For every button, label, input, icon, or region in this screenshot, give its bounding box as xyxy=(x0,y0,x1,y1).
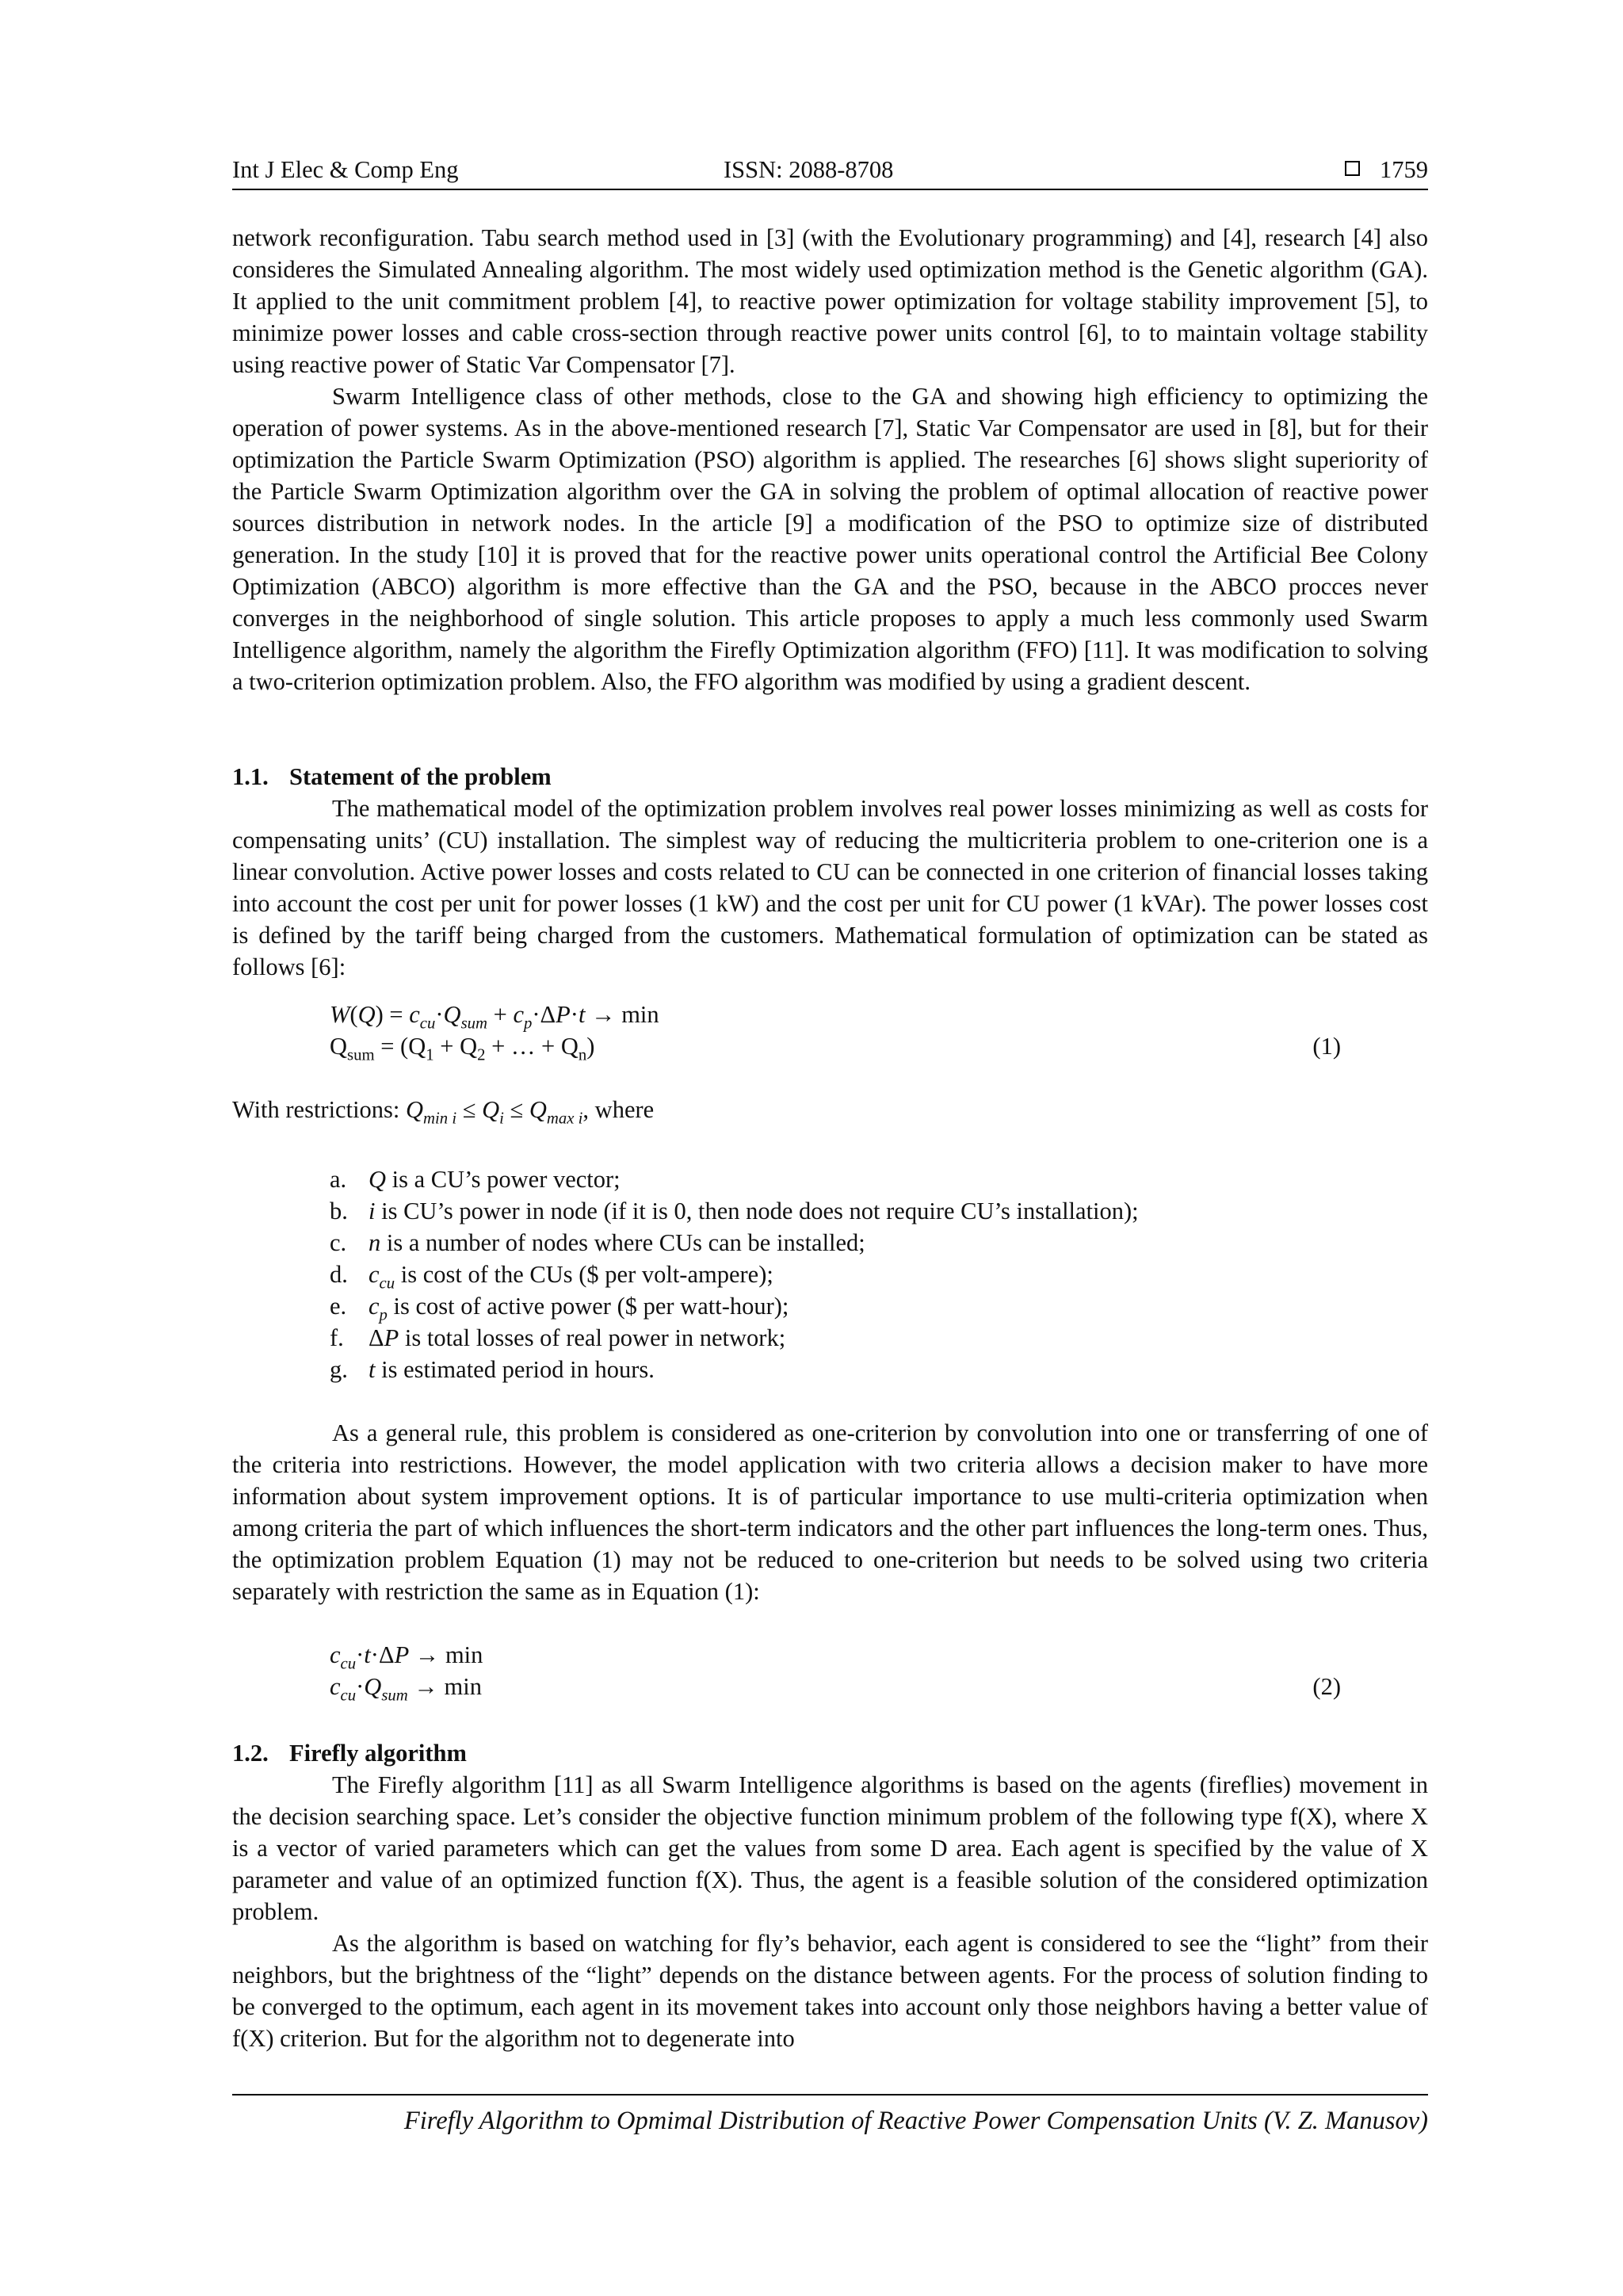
equation-2-line-2: $c_{cu}\cdot Q_{sum} \to \min$ (2) xyxy=(330,1671,1428,1702)
equation-1 xyxy=(330,999,1428,1062)
section-1-1 xyxy=(232,761,1428,983)
restrictions-suffix: , where xyxy=(582,1096,655,1123)
list-item: f. ΔP is total losses of real power in network; xyxy=(330,1324,786,1351)
restrictions-prefix: With restrictions: xyxy=(232,1096,400,1123)
list-item: g. t is estimated period in hours. xyxy=(330,1356,655,1383)
intro-paragraph-1: network reconfiguration. Tabu search method used in [3] (with the Evolutionary programming) and [4], research [4] also consideres the Simulated Annealing algorithm. The most widely used optimization method is the Genetic algorithm (GA). It applied to the unit commitment problem [4], to reactive power optimization for voltage stability improvement [5], to minimize power losses and cable cross-section through reactive power units control [6], to to maintain voltage stability using reactive power of Static Var Compensator [7]. xyxy=(232,224,1428,378)
issn: ISSN: 2088-8708 xyxy=(724,156,894,183)
section-1-2-paragraph-2: As the algorithm is based on watching for fly’s behavior, each agent is considered to see the “light” from their neighbors, but the brightness of the “light” depends on the distance between agents. For the process of solution finding to be converged to the optimum, each agent in its movement takes into account only those neighbors having a better value of f(X) criterion. But for the algorithm not to degenerate into xyxy=(232,1930,1428,2052)
equation-2 xyxy=(330,1639,1428,1705)
intro-block xyxy=(232,222,1428,697)
page-number: 1759 xyxy=(1380,156,1428,183)
list-item: a. Q is a CU’s power vector; xyxy=(330,1166,621,1193)
equation-2-line-1: $c_{cu}\cdot t\cdot\Delta P \to \min$ xyxy=(330,1641,483,1673)
list-item: e. $c_p$ is cost of active power ($ per watt-hour); xyxy=(330,1293,789,1324)
list-item: b. i is CU’s power in node (if it is 0, then node does not require CU’s installation); xyxy=(330,1198,1139,1224)
definition-list xyxy=(330,1163,1428,1385)
list-item: c. n is a number of nodes where CUs can be installed; xyxy=(330,1229,865,1256)
section-heading xyxy=(232,1737,1428,1769)
section-number: 1.1. xyxy=(232,763,269,790)
running-header xyxy=(232,154,1428,190)
equation-1-line-2: $Q_{sum} = (Q_1 + Q_2$ + … + $Q_n$) (1) xyxy=(330,1030,1428,1062)
section-heading xyxy=(232,761,1428,793)
section-1-2 xyxy=(232,1737,1428,2054)
equation-1-number: (1) xyxy=(1312,1033,1341,1060)
checkbox-square-icon xyxy=(1345,161,1360,176)
section-1-1-paragraph-2: As a general rule, this problem is considered as one-criterion by convolution into one or transferring of one of the criteria into restrictions. However, the model application with two criteria allows a decision maker to have more information about system improvement options. It is of particular importance to use multi-criteria optimization when among criteria the part of which influences the short-term indicators and the other part influences the long-term ones. Thus, the optimization problem Equation (1) may not be reduced to one-criterion but needs to be solved using two criteria separately with restriction the same as in Equation (1): xyxy=(232,1419,1428,1605)
section-title: Statement of the problem xyxy=(289,763,552,790)
equation-1-line-1: $W(Q) = c_{cu}\cdot Q_{sum} + c_p\cdot\Delta P\cdot t \to \min$ xyxy=(330,1001,659,1033)
section-number: 1.2. xyxy=(232,1740,269,1767)
journal-name: Int J Elec & Comp Eng xyxy=(232,156,459,183)
section-1-1-paragraph-2-block xyxy=(232,1417,1428,1607)
section-1-2-paragraph-1: The Firefly algorithm [11] as all Swarm Intelligence algorithms is based on the agents (fireflies) movement in the decision searching space. Let’s consider the objective function minimum problem of the following type f(X), where X is a vector of varied parameters which can get the values from some D area. Each agent is specified by the value of X parameter and value of an optimized function f(X). Thus, the agent is a feasible solution of the considered optimization problem. xyxy=(232,1771,1428,1925)
running-footer: Firefly Algorithm to Opmimal Distribution of Reactive Power Compensation Units (V. Z. Manusov) xyxy=(232,2094,1428,2137)
list-item: d. $c_{cu}$ is cost of the CUs ($ per volt-ampere); xyxy=(330,1261,773,1293)
intro-paragraph-2: Swarm Intelligence class of other methods, close to the GA and showing high efficiency to optimizing the operation of power systems. As in the above-mentioned research [7], Static Var Compensator are used in [8], but for their optimization the Particle Swarm Optimization (PSO) algorithm is applied. The researches [6] shows slight superiority of the Particle Swarm Optimization algorithm over the GA in solving the problem of optimal allocation of reactive power sources distribution in network nodes. In the article [9] a modification of the PSO to optimize size of distributed generation. In the study [10] it is proved that for the reactive power units operational control the Artificial Bee Colony Optimization (ABCO) algorithm is more effective than the GA and the PSO, because in the ABCO procces never converges in the neighborhood of single solution. This article proposes to apply a much less commonly used Swarm Intelligence algorithm, namely the algorithm the Firefly Optimization algorithm (FFO) [11]. It was modification to solving a two-criterion optimization problem. Also, the FFO algorithm was modified by using a gradient descent. xyxy=(232,383,1428,695)
equation-2-number: (2) xyxy=(1312,1673,1341,1700)
section-1-1-paragraph-1: The mathematical model of the optimization problem involves real power losses minimizing as well as costs for compensating units’ (CU) installation. The simplest way of reducing the multicriteria problem to one-criterion one is a linear convolution. Active power losses and costs related to CU can be connected in one criterion of financial losses taking into account the cost per unit for power losses (1 kW) and the cost per unit for CU power (1 kVAr). The power losses cost is defined by the tariff being charged from the customers. Mathematical formulation of optimization can be stated as follows [6]: xyxy=(232,795,1428,980)
restrictions-line: With restrictions: $Q_{min i} \le Q_i \le Q_{max i}$, where xyxy=(232,1096,655,1128)
section-title: Firefly algorithm xyxy=(289,1740,467,1767)
